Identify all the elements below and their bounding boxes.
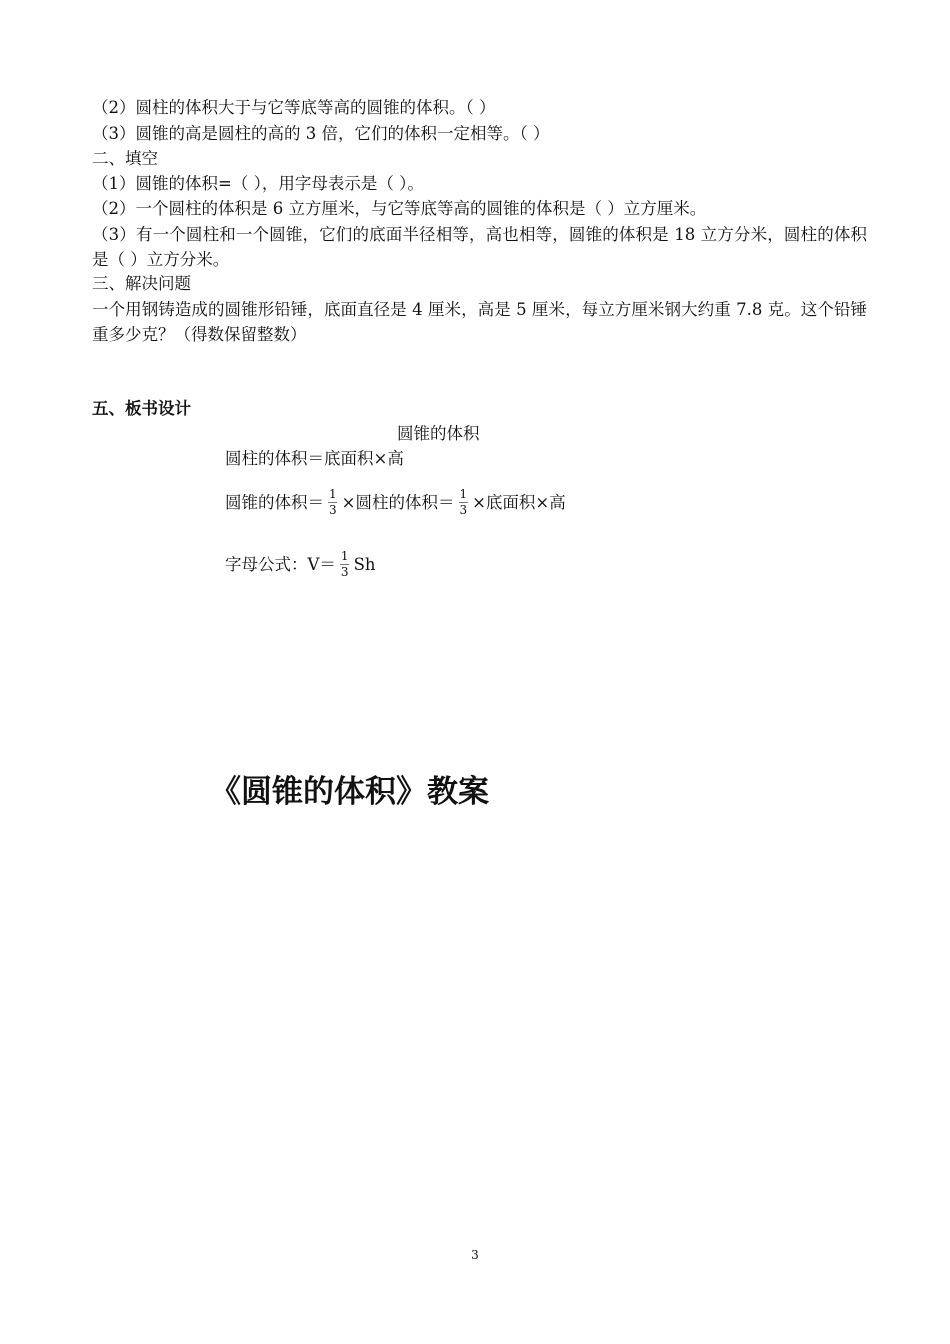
judge-item-3: （3）圆锥的高是圆柱的高的 3 倍，它们的体积一定相等。（ ） <box>92 124 550 143</box>
board-heading: 五、板书设计 <box>92 399 191 418</box>
fraction-denominator: 3 <box>459 503 468 517</box>
solve-problem: 一个用钢铸造成的圆锥形铅锤，底面直径是 4 厘米，高是 5 厘米，每立方厘米钢大约重 7.8 克。这个铅锤重多少克？（得数保留整数） <box>92 300 867 344</box>
fraction-one-third <box>327 488 339 517</box>
fill-item-3: （3）有一个圆柱和一个圆锥，它们的底面半径相等，高也相等，圆锥的体积是 18 立方分米，圆柱的体积是（ ）立方分米。 <box>92 225 867 269</box>
fraction-numerator: 1 <box>329 487 337 501</box>
lesson-title: 《圆锥的体积》教案 <box>210 774 489 810</box>
fraction-denominator: 3 <box>340 565 349 579</box>
fraction-denominator: 3 <box>329 503 337 517</box>
fraction-numerator: 1 <box>459 487 468 501</box>
formula-letters-part-b: Sh <box>353 554 376 574</box>
solve-heading: 三、解决问题 <box>92 274 191 293</box>
formula-cone-part-a: 圆锥的体积＝ <box>225 492 324 512</box>
formula-letters <box>225 550 376 579</box>
judge-item-2: （2）圆柱的体积大于与它等底等高的圆锥的体积。（ ） <box>92 98 496 117</box>
fraction-one-third <box>457 488 469 517</box>
formula-letters-part-a: 字母公式：V＝ <box>225 554 336 574</box>
fraction-one-third <box>339 550 351 579</box>
fraction-numerator: 1 <box>340 549 349 563</box>
formula-cylinder-text: 圆柱的体积＝底面积×高 <box>225 449 404 468</box>
board-title: 圆锥的体积 <box>397 424 480 443</box>
page-number: 3 <box>471 1248 479 1262</box>
fill-item-1: （1）圆锥的体积=（ ），用字母表示是（ ）。 <box>92 174 424 193</box>
fill-heading: 二、填空 <box>92 149 158 168</box>
formula-cone-part-b: ×圆柱的体积＝ <box>341 492 455 512</box>
formula-cone-part-c: ×底面积×高 <box>472 492 566 512</box>
formula-cylinder <box>225 447 404 471</box>
fill-item-2: （2）一个圆柱的体积是 6 立方厘米，与它等底等高的圆锥的体积是（ ）立方厘米。 <box>92 199 707 218</box>
formula-cone <box>225 488 566 517</box>
